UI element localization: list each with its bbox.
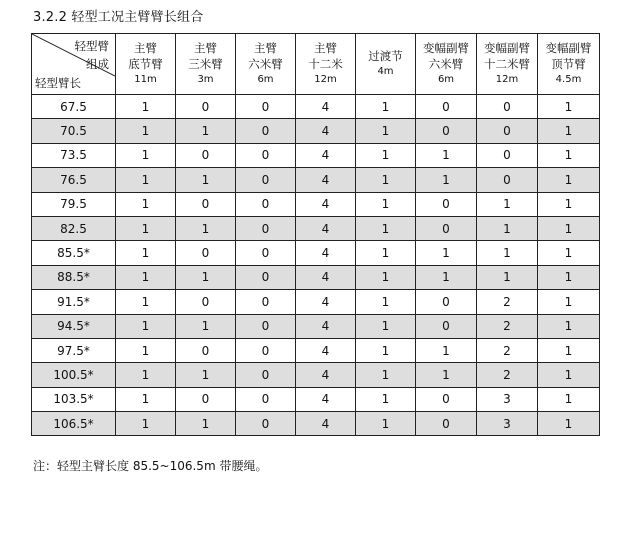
section-count-cell: 1 [116, 216, 176, 240]
section-count-cell: 0 [176, 143, 236, 167]
section-count-cell: 1 [116, 363, 176, 387]
boom-length-cell: 94.5* [32, 314, 116, 338]
column-header-line1: 主臂 [254, 41, 277, 55]
section-count-cell: 1 [416, 168, 477, 192]
corner-label-bottom: 轻型臂长 [35, 76, 81, 90]
section-count-cell: 1 [477, 265, 538, 289]
section-count-cell: 3 [477, 387, 538, 411]
section-count-cell: 1 [356, 95, 416, 119]
section-count-cell: 1 [176, 265, 236, 289]
section-count-cell: 1 [356, 338, 416, 362]
section-count-cell: 0 [416, 192, 477, 216]
column-header-line2: 三米臂 [188, 57, 223, 71]
table-row [32, 314, 600, 338]
section-count-cell: 1 [538, 412, 600, 436]
section-count-cell: 4 [296, 387, 356, 411]
section-count-cell: 1 [116, 290, 176, 314]
section-count-cell: 0 [236, 119, 296, 143]
corner-label-mid: 组成 [86, 57, 109, 71]
section-count-cell: 1 [538, 387, 600, 411]
section-count-cell: 0 [236, 216, 296, 240]
section-count-cell: 1 [356, 314, 416, 338]
section-count-cell: 1 [416, 363, 477, 387]
section-count-cell: 1 [477, 216, 538, 240]
section-count-cell: 1 [176, 216, 236, 240]
table-row [32, 143, 600, 167]
section-count-cell: 4 [296, 338, 356, 362]
section-count-cell: 3 [477, 412, 538, 436]
section-count-cell: 1 [538, 265, 600, 289]
section-count-cell: 1 [356, 265, 416, 289]
table-row [32, 95, 600, 119]
boom-length-cell: 97.5* [32, 338, 116, 362]
section-count-cell: 1 [116, 143, 176, 167]
footnote: 注：轻型主臂长度 85.5~106.5m 带腰绳。 [33, 459, 268, 473]
section-count-cell: 1 [356, 363, 416, 387]
section-count-cell: 1 [538, 216, 600, 240]
section-count-cell: 1 [356, 216, 416, 240]
column-header-line2: 六米臂 [428, 57, 464, 71]
section-count-cell: 0 [236, 143, 296, 167]
section-count-cell: 4 [296, 412, 356, 436]
section-count-cell: 1 [538, 192, 600, 216]
section-count-cell: 1 [538, 95, 600, 119]
section-count-cell: 4 [296, 168, 356, 192]
section-count-cell: 0 [477, 168, 538, 192]
section-count-cell: 0 [176, 241, 236, 265]
column-header-unit: 3m [197, 74, 214, 85]
table-row [32, 241, 600, 265]
section-count-cell: 1 [356, 168, 416, 192]
boom-length-cell: 82.5 [32, 216, 116, 240]
section-count-cell: 2 [477, 363, 538, 387]
column-header [116, 34, 176, 95]
section-count-cell: 4 [296, 363, 356, 387]
column-header [416, 34, 477, 95]
boom-length-cell: 67.5 [32, 95, 116, 119]
column-header-unit: 6m [257, 74, 274, 85]
table-row [32, 338, 600, 362]
column-header-line1: 主臂 [134, 41, 157, 55]
section-count-cell: 0 [236, 192, 296, 216]
section-count-cell: 0 [176, 192, 236, 216]
column-header-line1: 变幅副臂 [545, 41, 592, 55]
column-header [538, 34, 600, 95]
section-count-cell: 0 [416, 314, 477, 338]
column-header-line1: 变幅副臂 [484, 41, 530, 55]
section-count-cell: 1 [116, 192, 176, 216]
section-count-cell: 1 [356, 241, 416, 265]
column-header-line1: 主臂 [314, 41, 337, 55]
section-count-cell: 0 [236, 95, 296, 119]
section-count-cell: 1 [477, 192, 538, 216]
section-count-cell: 0 [416, 216, 477, 240]
section-count-cell: 1 [116, 265, 176, 289]
boom-length-cell: 103.5* [32, 387, 116, 411]
boom-length-cell: 88.5* [32, 265, 116, 289]
boom-length-cell: 73.5 [32, 143, 116, 167]
table-row [32, 363, 600, 387]
column-header-unit: 12m [495, 74, 519, 85]
section-count-cell: 1 [538, 338, 600, 362]
table-row [32, 168, 600, 192]
section-count-cell: 1 [176, 412, 236, 436]
column-header [296, 34, 356, 95]
section-count-cell: 0 [236, 338, 296, 362]
section-count-cell: 1 [356, 387, 416, 411]
column-header-unit: 4m [377, 66, 394, 77]
section-count-cell: 4 [296, 241, 356, 265]
section-count-cell: 1 [116, 168, 176, 192]
section-count-cell: 1 [356, 192, 416, 216]
section-count-cell: 0 [236, 412, 296, 436]
boom-length-cell: 100.5* [32, 363, 116, 387]
column-header-line2: 十二米 [308, 57, 343, 71]
section-count-cell: 1 [538, 314, 600, 338]
section-count-cell: 0 [236, 387, 296, 411]
column-header-line1: 主臂 [194, 41, 217, 55]
column-header-unit: 4.5m [555, 74, 582, 85]
section-count-cell: 4 [296, 95, 356, 119]
section-count-cell: 1 [116, 387, 176, 411]
boom-length-cell: 85.5* [32, 241, 116, 265]
section-count-cell: 1 [116, 119, 176, 143]
table-row [32, 290, 600, 314]
section-count-cell: 1 [356, 290, 416, 314]
section-count-cell: 0 [176, 387, 236, 411]
section-count-cell: 0 [416, 387, 477, 411]
section-count-cell: 4 [296, 216, 356, 240]
section-count-cell: 0 [477, 95, 538, 119]
section-count-cell: 1 [416, 241, 477, 265]
column-header-unit: 12m [314, 74, 337, 85]
column-header-line2: 十二米臂 [484, 57, 530, 71]
section-count-cell: 1 [356, 143, 416, 167]
section-count-cell: 1 [176, 119, 236, 143]
header-row [32, 34, 600, 95]
column-header [176, 34, 236, 95]
section-count-cell: 1 [416, 265, 477, 289]
section-count-cell: 1 [477, 241, 538, 265]
section-count-cell: 4 [296, 290, 356, 314]
boom-length-cell: 76.5 [32, 168, 116, 192]
section-count-cell: 0 [416, 290, 477, 314]
column-header-unit: 11m [134, 74, 157, 85]
section-count-cell: 0 [236, 265, 296, 289]
corner-header-cell [32, 34, 116, 95]
section-count-cell: 1 [356, 119, 416, 143]
table-row [32, 265, 600, 289]
boom-length-cell: 79.5 [32, 192, 116, 216]
column-header-unit: 6m [437, 74, 455, 85]
boom-length-cell: 91.5* [32, 290, 116, 314]
section-count-cell: 1 [116, 412, 176, 436]
section-count-cell: 2 [477, 338, 538, 362]
section-count-cell: 0 [176, 95, 236, 119]
corner-label-top: 轻型臂 [74, 39, 109, 53]
section-count-cell: 1 [116, 241, 176, 265]
section-count-cell: 0 [416, 95, 477, 119]
section-count-cell: 1 [538, 290, 600, 314]
section-count-cell: 1 [176, 168, 236, 192]
section-count-cell: 4 [296, 192, 356, 216]
section-count-cell: 0 [236, 314, 296, 338]
table-row [32, 192, 600, 216]
section-count-cell: 4 [296, 119, 356, 143]
section-count-cell: 0 [176, 338, 236, 362]
section-count-cell: 0 [236, 241, 296, 265]
section-count-cell: 1 [116, 338, 176, 362]
section-count-cell: 1 [416, 338, 477, 362]
section-count-cell: 4 [296, 314, 356, 338]
section-count-cell: 0 [236, 168, 296, 192]
table-row [32, 119, 600, 143]
section-count-cell: 1 [116, 95, 176, 119]
column-header-line1: 变幅副臂 [423, 41, 469, 55]
column-header [236, 34, 296, 95]
section-count-cell: 1 [176, 314, 236, 338]
section-count-cell: 1 [538, 143, 600, 167]
column-header-line2: 六米臂 [248, 57, 283, 71]
table-row [32, 412, 600, 436]
section-count-cell: 1 [416, 143, 477, 167]
section-count-cell: 1 [538, 119, 600, 143]
section-count-cell: 0 [416, 119, 477, 143]
section-count-cell: 0 [176, 290, 236, 314]
section-count-cell: 4 [296, 265, 356, 289]
section-count-cell: 2 [477, 290, 538, 314]
section-count-cell: 0 [236, 290, 296, 314]
boom-length-cell: 106.5* [32, 412, 116, 436]
section-count-cell: 1 [176, 363, 236, 387]
column-header [356, 34, 416, 95]
section-count-cell: 0 [416, 412, 477, 436]
column-header-line2: 底节臂 [128, 57, 163, 71]
section-count-cell: 0 [236, 363, 296, 387]
section-title: 3.2.2 轻型工况主臂臂长组合 [33, 10, 204, 25]
column-header [477, 34, 538, 95]
table-row [32, 216, 600, 240]
section-count-cell: 1 [538, 168, 600, 192]
boom-combination-table [31, 33, 600, 436]
section-count-cell: 0 [477, 119, 538, 143]
section-count-cell: 1 [538, 363, 600, 387]
column-header-line2: 过渡节 [368, 49, 403, 63]
table-row [32, 387, 600, 411]
column-header-line2: 顶节臂 [551, 57, 586, 71]
section-count-cell: 1 [116, 314, 176, 338]
section-count-cell: 4 [296, 143, 356, 167]
boom-length-cell: 70.5 [32, 119, 116, 143]
section-count-cell: 2 [477, 314, 538, 338]
section-count-cell: 1 [538, 241, 600, 265]
section-count-cell: 1 [356, 412, 416, 436]
section-count-cell: 0 [477, 143, 538, 167]
